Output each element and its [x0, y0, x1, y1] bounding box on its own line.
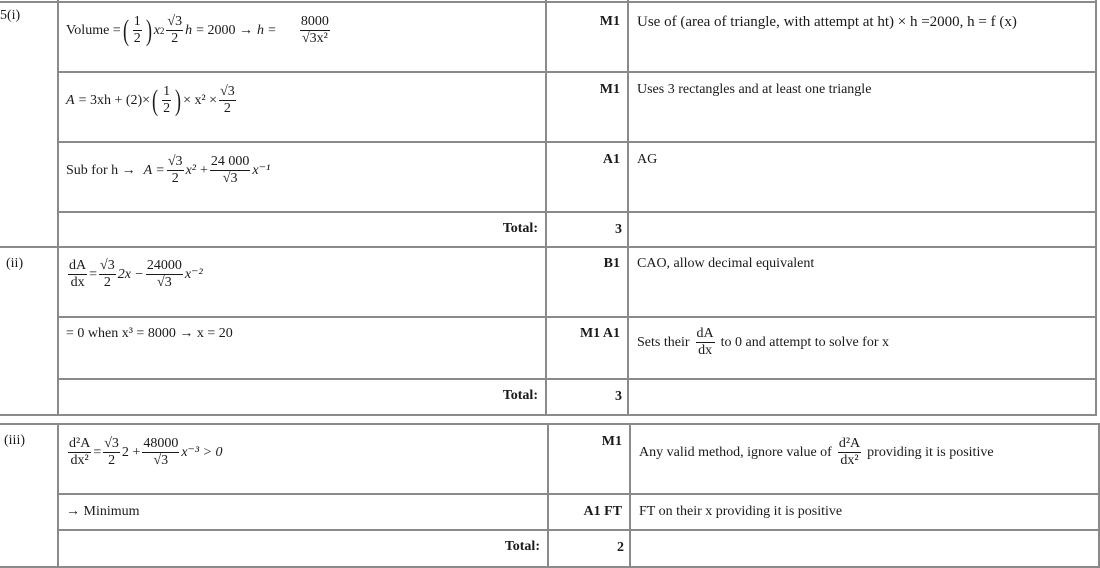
numerator: 24 000 [210, 154, 250, 169]
denominator: 2 [133, 31, 141, 46]
denominator: 2 [163, 101, 171, 116]
denominator: √3x² [301, 31, 328, 46]
rule-top [0, 1, 1096, 3]
mark-code: M1 [599, 82, 620, 97]
denominator: 2 [223, 101, 231, 116]
working-volume: Volume = ( $\frac{1}{2}$ ) x 2 $\frac{√3}{2}$ h = 2000 → h = $\frac{8000}{\text{√3x²}}$ [66, 13, 329, 47]
numerator: d²A [69, 436, 91, 451]
paren-close: ) [145, 13, 152, 47]
total-label: Total: [502, 221, 538, 236]
rule [58, 316, 1096, 318]
total-marks: 3 [615, 389, 622, 404]
fraction [142, 436, 179, 469]
numerator: 48000 [143, 436, 179, 451]
working-solve: = 0 when x³ = 8000 → x = 20 [66, 326, 233, 341]
text: to 0 and attempt to solve for x [720, 334, 889, 350]
denominator: 2 [103, 275, 111, 290]
text: = [93, 444, 102, 460]
col-divider [57, 0, 59, 416]
part-label: (ii) [6, 256, 24, 271]
col-divider [545, 0, 547, 416]
rule [58, 378, 1096, 380]
numerator: dA [696, 326, 714, 341]
text: = 2000 → [196, 22, 254, 38]
fraction [68, 258, 87, 291]
rule [58, 529, 1100, 531]
numerator: 1 [133, 14, 141, 29]
var: x² [185, 162, 196, 178]
guidance-text: CAO, allow decimal equivalent [637, 256, 815, 271]
var: A [66, 92, 75, 108]
guidance-text [639, 436, 994, 469]
numerator: √3 [167, 14, 183, 29]
part-label: (iii) [4, 433, 25, 448]
text: Sets their [637, 334, 690, 350]
fraction [146, 258, 183, 291]
fraction [162, 84, 171, 117]
numerator: √3 [167, 154, 183, 169]
guidance-text: AG [637, 152, 658, 167]
text: × x² × [183, 92, 218, 108]
col-divider [1095, 0, 1097, 416]
fraction [103, 436, 120, 469]
var: h [257, 22, 265, 38]
text: = [268, 22, 276, 38]
var: 2x − [117, 266, 144, 282]
denominator: √3 [222, 171, 238, 186]
numerator: dA [69, 258, 87, 273]
rule [58, 71, 1096, 73]
var: x⁻¹ [252, 163, 271, 178]
mark-code: M1 [599, 14, 620, 29]
working-substitution [66, 154, 270, 187]
total-marks: 3 [615, 222, 622, 237]
text: + [199, 162, 208, 178]
mark-code: B1 [603, 256, 620, 271]
denominator: √3 [157, 275, 172, 290]
numerator: 1 [163, 84, 171, 99]
working-area [66, 84, 238, 117]
mark-code: A1 [602, 152, 620, 167]
denominator: 2 [108, 453, 116, 468]
numerator: d²A [838, 436, 861, 451]
text: providing it is positive [867, 444, 994, 460]
text: Sub for h → [66, 162, 136, 178]
denominator: √3 [153, 453, 169, 468]
denominator: dx² [70, 453, 89, 468]
total-label: Total: [504, 539, 540, 554]
mark-code: M1 A1 [579, 326, 620, 341]
rule [0, 246, 1096, 248]
paren-open: ( [122, 13, 129, 47]
col-divider [57, 423, 59, 568]
denominator: 2 [171, 31, 179, 46]
numerator: √3 [104, 436, 119, 451]
fraction [68, 436, 91, 469]
guidance-text: Use of (area of triangle, with attempt at ht) × h =2000, h = f (x) [637, 14, 1017, 30]
text: Volume = [66, 22, 121, 38]
var: A = [143, 162, 165, 178]
rule [58, 211, 1096, 213]
fraction [210, 154, 251, 187]
text: Any valid method, ignore value of [639, 444, 832, 460]
guidance-text: FT on their x providing it is positive [639, 504, 843, 519]
col-divider [629, 423, 631, 568]
rule [0, 423, 1100, 425]
var: x [153, 22, 160, 38]
mark-code: M1 [601, 434, 622, 449]
paren-close: ) [175, 83, 182, 117]
numerator: √3 [220, 84, 235, 99]
paren-open: ( [152, 83, 159, 117]
working-conclusion: → Minimum [66, 504, 140, 519]
mark-code: A1 FT [583, 504, 622, 519]
fraction [133, 14, 142, 47]
denominator: dx [698, 343, 713, 358]
text: = [89, 266, 98, 282]
var: x⁻² [184, 267, 203, 282]
text: 2 + [121, 444, 141, 460]
denominator: 2 [171, 171, 179, 186]
rule [0, 414, 1096, 416]
denominator: dx² [840, 453, 859, 468]
guidance-text [637, 326, 889, 359]
working-derivative [66, 258, 203, 291]
fraction [167, 154, 184, 187]
rule [58, 493, 1100, 495]
fraction [219, 84, 236, 117]
fraction [99, 258, 116, 291]
denominator: dx [70, 275, 85, 290]
working-second-derivative [66, 436, 223, 469]
col-divider [627, 0, 629, 416]
var: h [185, 22, 193, 38]
fraction [166, 14, 183, 47]
fraction [838, 436, 861, 469]
numerator: 24000 [146, 258, 182, 273]
fraction [696, 326, 715, 359]
rule [58, 141, 1096, 143]
guidance-text: Uses 3 rectangles and at least one triangle [637, 82, 872, 97]
part-label: 5(i) [0, 8, 21, 23]
numerator: √3 [100, 258, 115, 273]
var: x⁻³ > 0 [181, 445, 223, 460]
total-label: Total: [502, 388, 538, 403]
fraction [300, 14, 330, 47]
numerator: 8000 [300, 14, 329, 29]
total-marks: 2 [617, 540, 624, 555]
text: = 3xh + (2)× [78, 92, 151, 108]
